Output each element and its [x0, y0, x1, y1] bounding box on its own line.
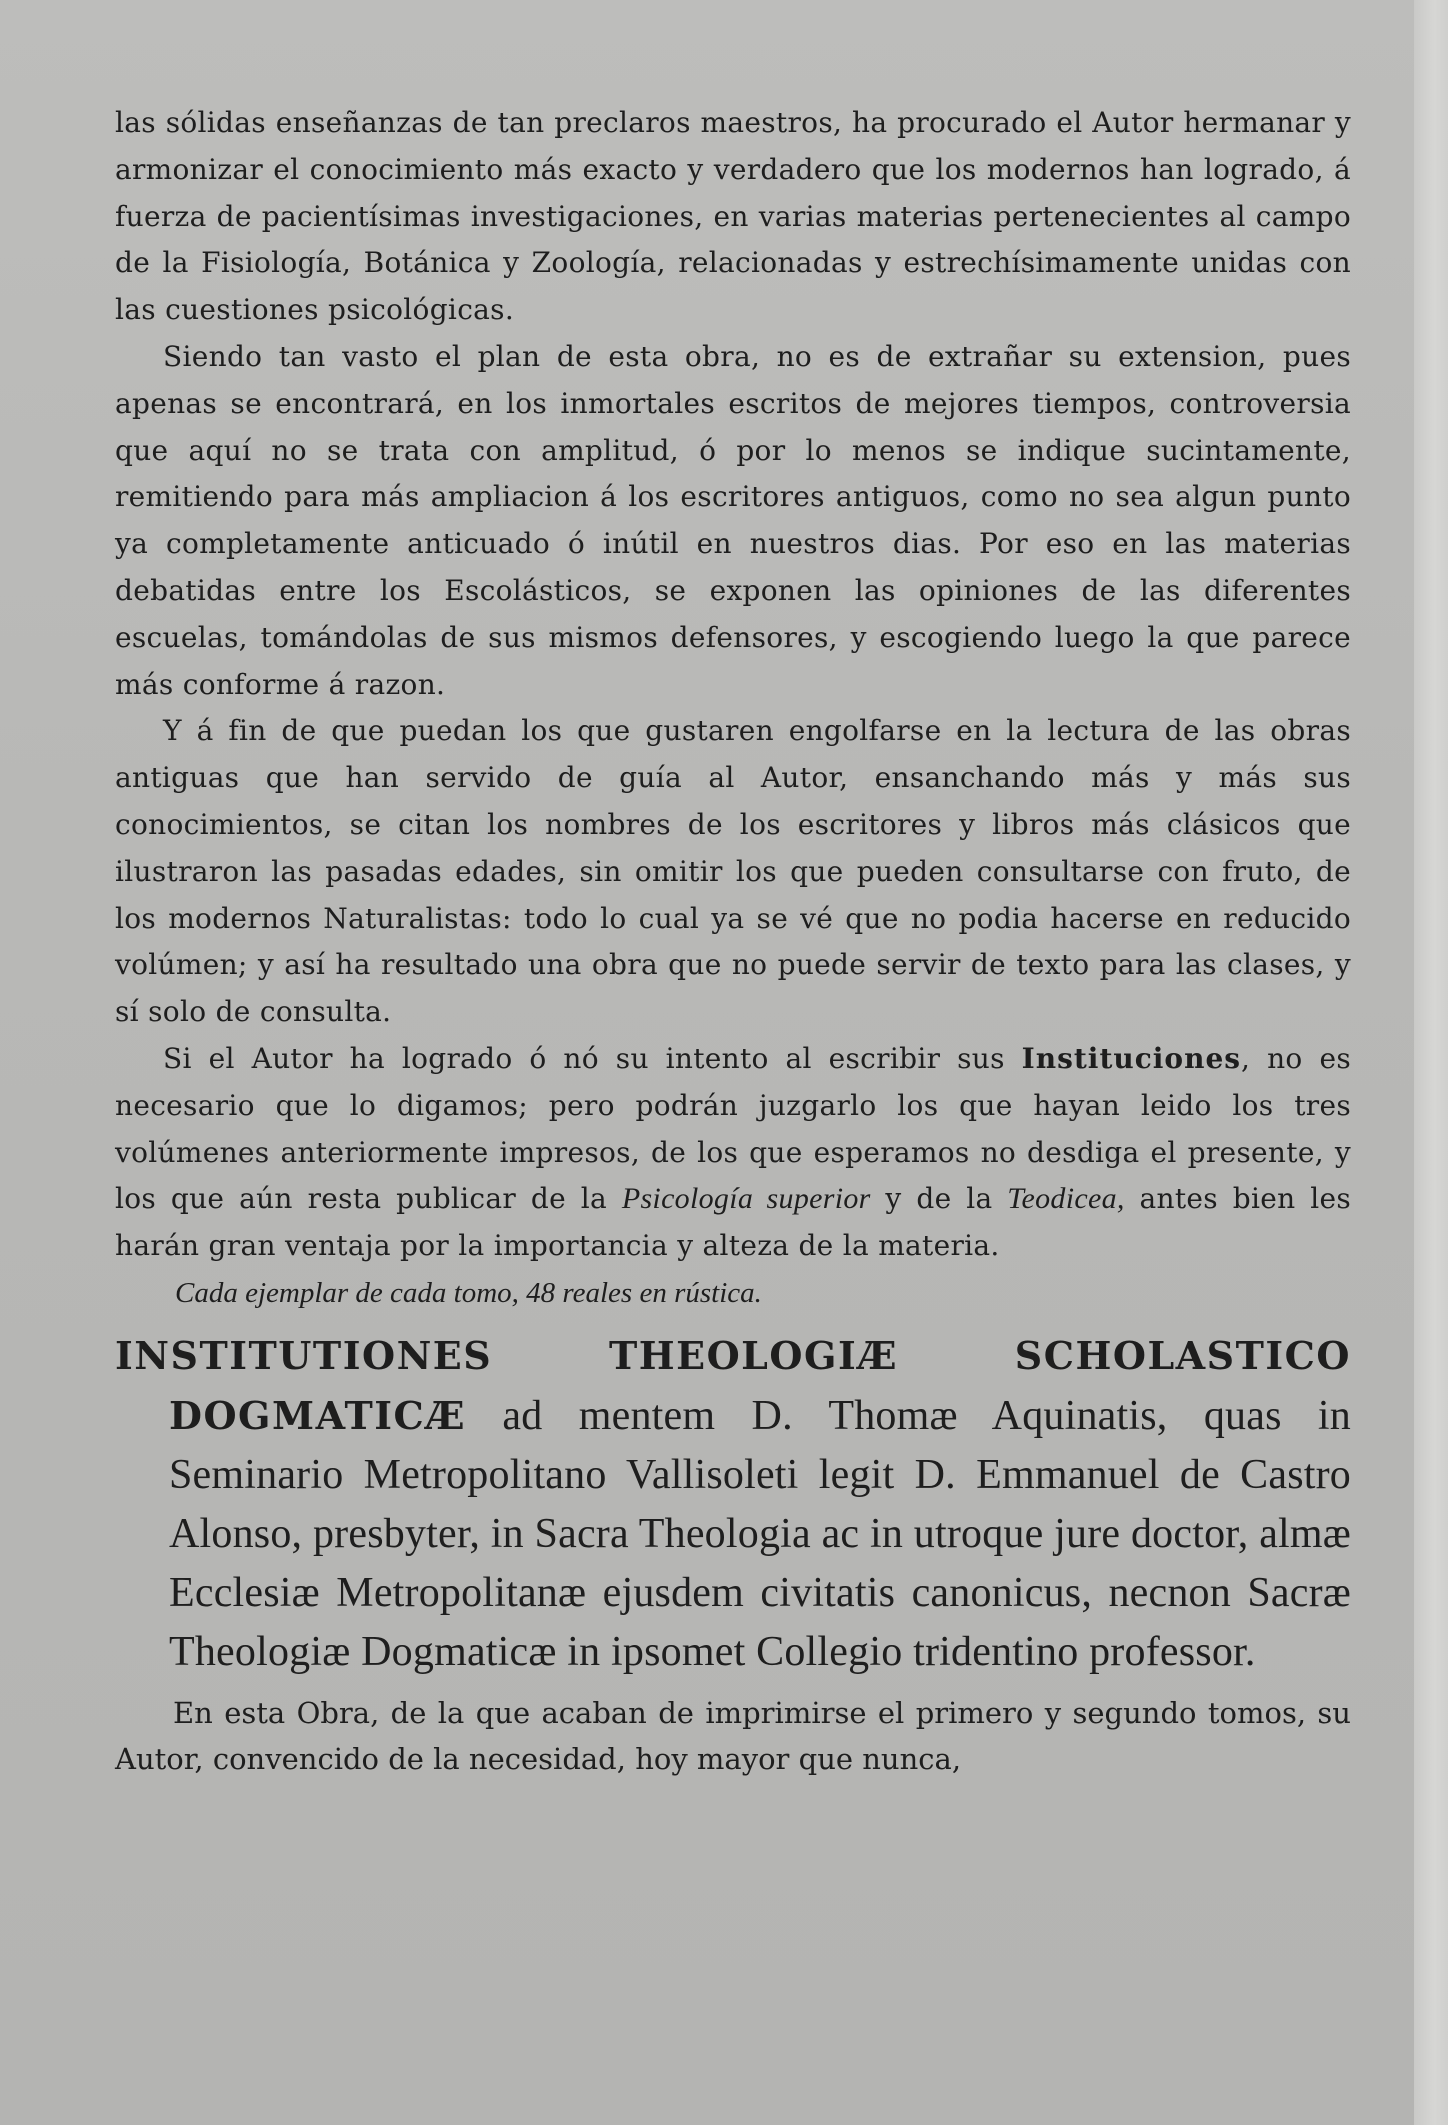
paragraph-4-psicologia: Psicología superior [621, 1182, 871, 1216]
paragraph-4-part-a: Si el Autor ha logrado ó nó su intento al escribir sus [163, 1041, 1022, 1075]
paragraph-3: Y á fin de que puedan los que gustaren engolfarse en la lectura de las obras antiguas que han servido de guía al Autor, ensanchando más y más sus conocimientos, se citan los nombres de los escritores y libros más clásicos que ilustraron las pasadas edades, sin omitir los que pueden consultarse con fruto, de los modernos Naturalistas: todo lo cual ya se vé que no podia hacerse en reducido volúmen; y así ha resultado una obra que no puede servir de texto para las clases, y sí solo de consulta. [115, 714, 1351, 1029]
paragraph-4-part-b: , no es necesario que lo digamos; pero podrán juzgarlo los que hayan leido los tres volúmenes anteriormente impresos, de los que esperamos no desdiga el presente, y los que aún resta publicar de la [115, 1041, 1351, 1216]
paragraph-1: las sólidas enseñanzas de tan preclaros maestros, ha procurado el Autor hermanar y armonizar el conocimiento más exacto y verdadero que los modernos han logrado, á fuerza de pacientísimas investigaciones, en varias materias pertenecientes al campo de la Fisiología, Botánica y Zoología, relacionadas y estrechísimamente unidas con las cuestiones psicológicas. [115, 106, 1351, 327]
book-title: INSTITUTIONES THEOLOGIÆ SCHOLASTICO DOGMATICÆ [115, 1332, 1351, 1438]
tail-paragraph: En esta Obra, de la que acaban de imprimirse el primero y segundo tomos, su Autor, convencido de la necesidad, hoy mayor que nunca, [115, 1695, 1351, 1776]
paragraph-4-part-c: y de la [870, 1182, 1008, 1216]
paragraph-4-part-d: antes bien les harán gran ventaja por la importancia y alteza de la materia. [115, 1182, 1351, 1263]
page-edge [1414, 0, 1448, 2125]
text-block [115, 100, 1351, 1782]
paragraph-4 [115, 1036, 1351, 1270]
book-description: ad mentem D. Thomæ Aquinatis, quas in Seminario Metropolitano Vallisoleti legit D. Emmanuel de Castro Alonso, presbyter, in Sacra Theologia ac in utroque jure doctor, almæ Ecclesiæ Metropolitanæ ejusdem civitatis canonicus, necnon Sacræ Theologiæ Dogmaticæ in ipsomet Collegio tridentino professor. [169, 1392, 1351, 1675]
price-note: Cada ejemplar de cada tomo, 48 reales en rústica. [175, 1276, 762, 1309]
book-entry [115, 1326, 1351, 1682]
paragraph-2: Siendo tan vasto el plan de esta obra, no es de extrañar su extension, pues apenas se encontrará, en los inmortales escritos de mejores tiempos, controversia que aquí no se trata con amplitud, ó por lo menos se indique sucintamente, remitiendo para más ampliacion á los escritores antiguos, como no sea algun punto ya completamente anticuado ó inútil en nuestros dias. Por eso en las materias debatidas entre los Escolásticos, se exponen las opiniones de las diferentes escuelas, tomándolas de sus mismos defensores, y escogiendo luego la que parece más conforme á razon. [115, 339, 1351, 701]
paragraph-4-instituciones: Instituciones [1021, 1041, 1242, 1075]
paragraph-4-teodicea: Teodicea, [1007, 1182, 1125, 1216]
